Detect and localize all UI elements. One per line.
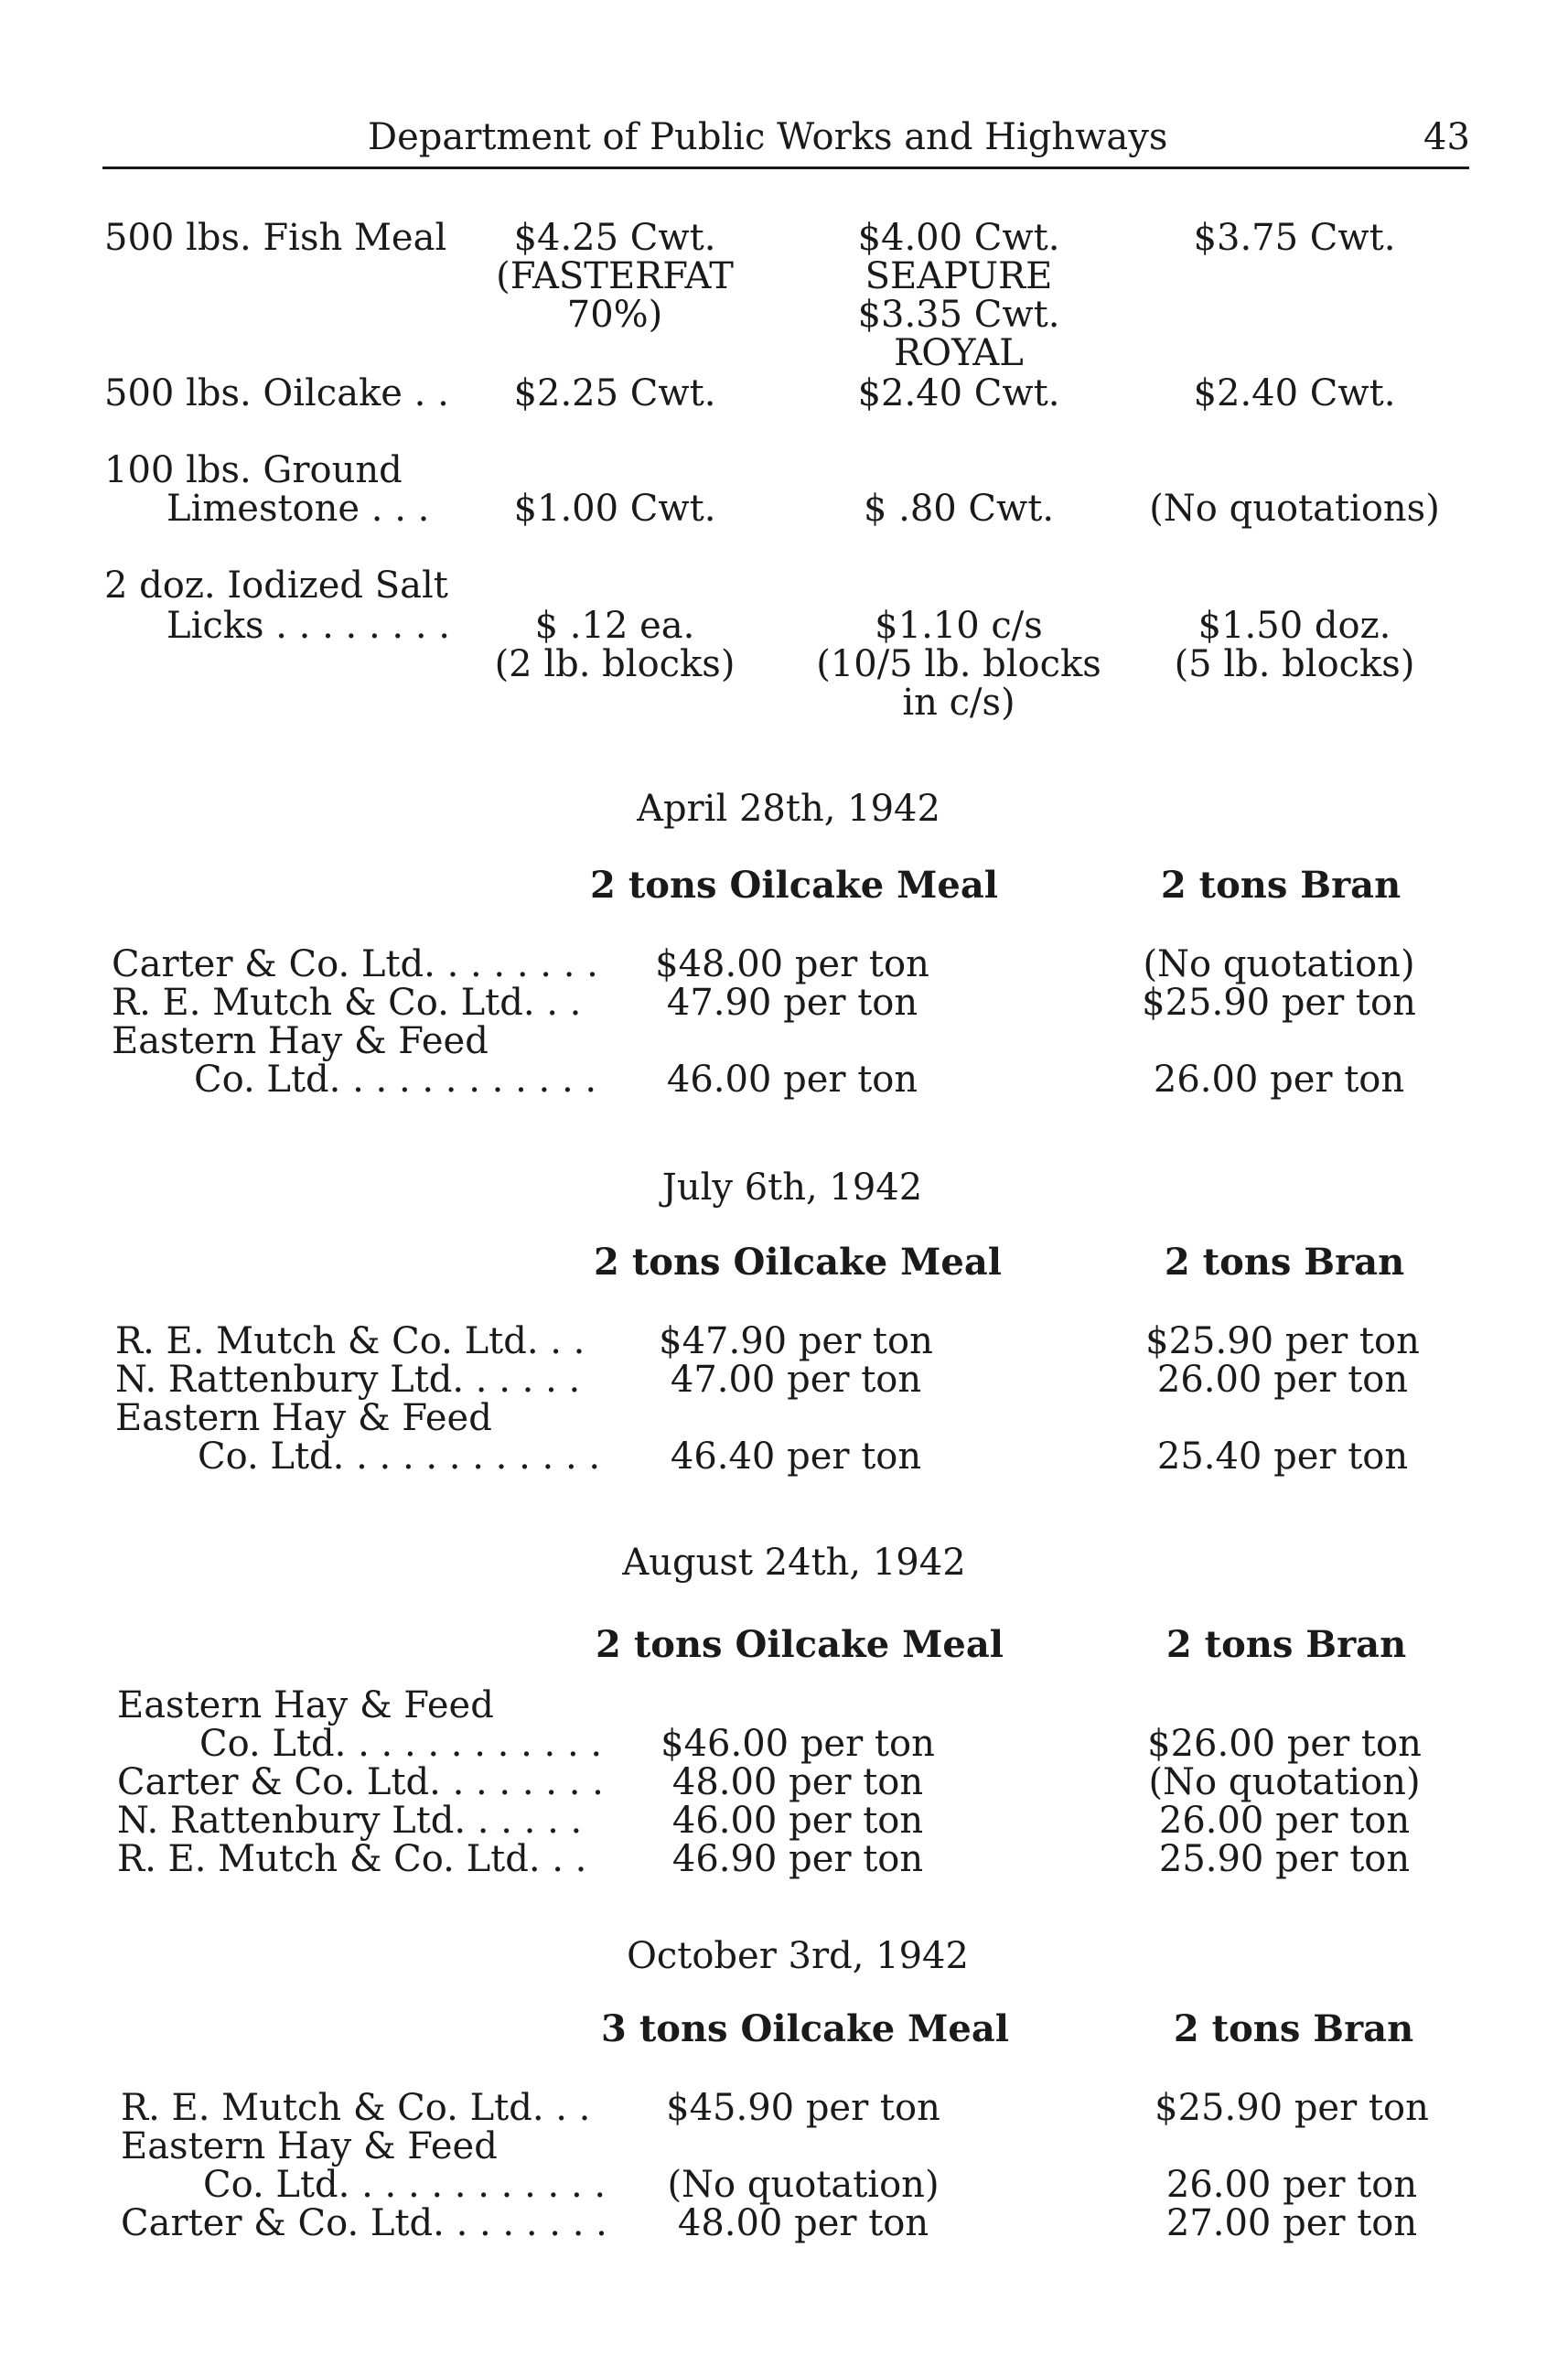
supplier-name: Eastern Hay & Feed [121,2125,498,2167]
column-header-meal: 3 tons Oilcake Meal [601,2007,1009,2050]
column-header-meal: 2 tons Oilcake Meal [596,1623,1004,1666]
supplier-name: Co. Ltd. . . . . . . . . . . . [194,1059,597,1101]
bran-price: 26.00 per ton [1156,1359,1409,1401]
price-cell: $3.35 Cwt. [857,294,1060,336]
meal-price: 46.00 per ton [666,1059,918,1101]
price-cell: (No quotations) [1149,488,1440,530]
price-cell: $1.00 Cwt. [513,488,716,530]
supplier-name: Co. Ltd. . . . . . . . . . . . [198,1436,601,1478]
price-cell: $4.25 Cwt. [513,217,716,259]
column-header-bran: 2 tons Bran [1173,2007,1414,2050]
price-cell: $2.25 Cwt. [513,372,716,414]
item-label: 500 lbs. Fish Meal [104,217,447,259]
bran-price: $25.90 per ton [1142,982,1416,1024]
column-header-bran: 2 tons Bran [1164,1241,1405,1284]
section-date: August 24th, 1942 [622,1542,966,1584]
item-label: 2 doz. Iodized Salt [104,565,448,607]
section-date: April 28th, 1942 [637,788,940,830]
running-header: Department of Public Works and Highways [368,116,1168,158]
price-cell: SEAPURE [865,255,1053,297]
price-cell: (2 lb. blocks) [494,643,736,685]
meal-price: $46.00 per ton [660,1723,935,1765]
supplier-name: R. E. Mutch & Co. Ltd. . . [117,1838,587,1880]
meal-price: $48.00 per ton [655,943,929,985]
item-label: 100 lbs. Ground [104,449,403,491]
price-cell: $ .80 Cwt. [863,488,1055,530]
bran-price: 26.00 per ton [1165,2164,1418,2206]
bran-price: $25.90 per ton [1155,2087,1429,2129]
meal-price: 47.00 per ton [670,1359,922,1401]
supplier-name: Eastern Hay & Feed [115,1397,492,1439]
bran-price: 27.00 per ton [1165,2202,1418,2244]
item-label: 500 lbs. Oilcake . . [104,372,449,414]
page-number: 43 [1423,116,1470,158]
bran-price: $26.00 per ton [1147,1723,1422,1765]
supplier-name: Carter & Co. Ltd. . . . . . . . [117,1761,604,1803]
supplier-name: Co. Ltd. . . . . . . . . . . . [203,2164,607,2206]
item-label: Limestone . . . [166,488,430,530]
meal-price: 48.00 per ton [677,2202,929,2244]
supplier-name: R. E. Mutch & Co. Ltd. . . [121,2087,591,2129]
supplier-name: Carter & Co. Ltd. . . . . . . . [112,943,598,985]
meal-price: 48.00 per ton [671,1761,924,1803]
price-cell: in c/s) [902,682,1015,724]
price-cell: (FASTERFAT [496,255,734,297]
supplier-name: N. Rattenbury Ltd. . . . . . [117,1800,583,1842]
price-cell: (10/5 lb. blocks [816,643,1101,685]
bran-price: 26.00 per ton [1153,1059,1405,1101]
supplier-name: R. E. Mutch & Co. Ltd. . . [115,1320,585,1362]
meal-price: 46.00 per ton [671,1800,924,1842]
price-cell: 70%) [566,294,663,336]
meal-price: 46.40 per ton [670,1436,922,1478]
price-cell: $1.10 c/s [875,605,1043,647]
price-cell: $1.50 doz. [1197,605,1391,647]
supplier-name: N. Rattenbury Ltd. . . . . . [115,1359,581,1401]
column-header-bran: 2 tons Bran [1165,1623,1407,1666]
bran-price: 25.90 per ton [1158,1838,1411,1880]
price-cell: $ .12 ea. [534,605,695,647]
column-header-meal: 2 tons Oilcake Meal [594,1241,1002,1284]
bran-price: (No quotation) [1148,1761,1421,1803]
supplier-name: Eastern Hay & Feed [117,1684,494,1726]
supplier-name: R. E. Mutch & Co. Ltd. . . [112,982,582,1024]
price-cell: ROYAL [894,332,1024,374]
supplier-name: Co. Ltd. . . . . . . . . . . . [199,1723,603,1765]
meal-price: (No quotation) [667,2164,940,2206]
column-header-bran: 2 tons Bran [1160,864,1402,907]
bran-price: 26.00 per ton [1158,1800,1411,1842]
bran-price: (No quotation) [1143,943,1415,985]
price-cell: $2.40 Cwt. [857,372,1060,414]
header-rule [102,167,1469,169]
price-cell: (5 lb. blocks) [1174,643,1415,685]
item-label: Licks . . . . . . . . [166,605,450,647]
supplier-name: Carter & Co. Ltd. . . . . . . . [121,2202,607,2244]
price-cell: $2.40 Cwt. [1193,372,1396,414]
supplier-name: Eastern Hay & Feed [112,1020,489,1062]
meal-price: 46.90 per ton [671,1838,924,1880]
column-header-meal: 2 tons Oilcake Meal [590,864,998,907]
bran-price: $25.90 per ton [1145,1320,1420,1362]
meal-price: 47.90 per ton [666,982,918,1024]
section-date: October 3rd, 1942 [627,1935,969,1977]
meal-price: $47.90 per ton [659,1320,933,1362]
price-cell: $3.75 Cwt. [1193,217,1396,259]
price-cell: $4.00 Cwt. [857,217,1060,259]
section-date: July 6th, 1942 [661,1167,923,1209]
meal-price: $45.90 per ton [666,2087,940,2129]
bran-price: 25.40 per ton [1156,1436,1409,1478]
